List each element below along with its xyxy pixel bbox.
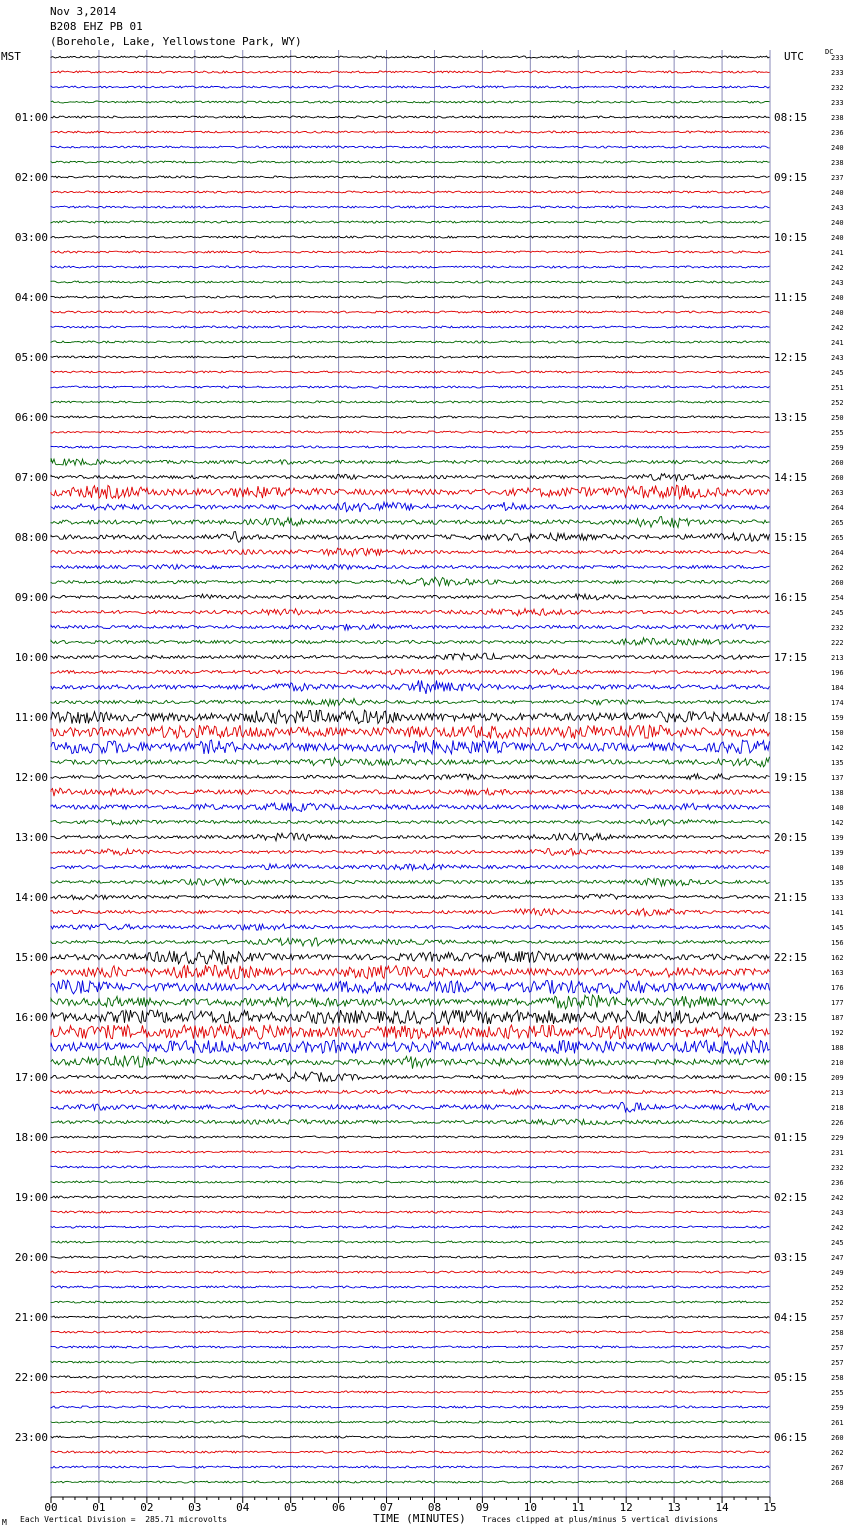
trace-row: [51, 401, 770, 403]
dc-offset-value: 133: [831, 894, 844, 902]
x-tick-label: 00: [44, 1501, 58, 1514]
corner-mark: M: [2, 1518, 7, 1527]
trace-row: [51, 1466, 770, 1468]
hour-label-left: 09:00: [14, 591, 48, 604]
trace-row: [51, 965, 770, 979]
trace-row: [51, 1241, 770, 1243]
dc-offset-value: 135: [831, 879, 844, 887]
right-timezone-label: UTC: [784, 50, 804, 63]
x-tick-label: 08: [427, 1501, 442, 1514]
dc-offset-value: 240: [831, 189, 844, 197]
x-tick-label: 13: [667, 1501, 681, 1514]
dc-offset-value: 255: [831, 1389, 844, 1397]
trace-row: [51, 1072, 770, 1082]
dc-offset-value: 241: [831, 339, 844, 347]
trace-row: [51, 1136, 770, 1138]
x-tick-label: 04: [236, 1501, 250, 1514]
hour-label-left: 10:00: [14, 651, 48, 664]
trace-row: [51, 803, 770, 812]
trace-row: [51, 548, 770, 556]
hour-label-right: 00:15: [774, 1071, 808, 1084]
trace-row: [51, 980, 770, 994]
dc-offset-value: 188: [831, 1044, 844, 1052]
dc-offset-value: 262: [831, 564, 844, 572]
hour-label-right: 19:15: [774, 771, 808, 784]
hour-label-left: 17:00: [14, 1071, 48, 1084]
dc-offset-value: 226: [831, 1119, 844, 1127]
dc-offset-value: 231: [831, 1149, 844, 1157]
trace-row: [51, 577, 770, 586]
hour-label-left: 21:00: [14, 1311, 48, 1324]
hour-label-left: 13:00: [14, 831, 48, 844]
dc-offset-value: 242: [831, 1194, 844, 1202]
trace-row: [51, 1301, 770, 1303]
trace-row: [51, 86, 770, 88]
dc-offset-value: 145: [831, 924, 844, 932]
trace-row: [51, 146, 770, 148]
trace-row: [51, 1056, 770, 1069]
trace-row: [51, 281, 770, 283]
x-tick-label: 07: [379, 1501, 394, 1514]
trace-row: [51, 56, 770, 58]
hour-label-right: 18:15: [774, 711, 808, 724]
dc-offset-value: 192: [831, 1029, 844, 1037]
trace-row: [51, 371, 770, 373]
dc-offset-value: 255: [831, 429, 844, 437]
dc-offset-value: 242: [831, 324, 844, 332]
trace-row: [51, 995, 770, 1009]
hour-label-left: 03:00: [14, 231, 48, 244]
trace-row: [51, 221, 770, 223]
dc-offset-value: 245: [831, 609, 844, 617]
hour-label-right: 08:15: [774, 111, 808, 124]
dc-offset-value: 247: [831, 1254, 844, 1262]
dc-offset-value: 238: [831, 114, 844, 122]
trace-row: [51, 296, 770, 298]
dc-offset-value: 252: [831, 1299, 844, 1307]
dc-offset-value: 260: [831, 1434, 844, 1442]
dc-offset-value: 265: [831, 534, 844, 542]
hour-label-right: 10:15: [774, 231, 808, 244]
hour-label-left: 06:00: [14, 411, 48, 424]
dc-offset-value: 213: [831, 654, 844, 662]
dc-offset-labels: [831, 54, 844, 1487]
trace-row: [51, 161, 770, 163]
trace-row: [51, 1040, 770, 1054]
dc-offset-value: 258: [831, 1329, 844, 1337]
dc-offset-value: 142: [831, 819, 844, 827]
trace-row: [51, 669, 770, 675]
trace-row: [51, 101, 770, 103]
dc-offset-value: 263: [831, 489, 844, 497]
hour-label-left: 19:00: [14, 1191, 48, 1204]
hour-label-left: 15:00: [14, 951, 48, 964]
trace-row: [51, 788, 770, 796]
hour-label-left: 20:00: [14, 1251, 48, 1264]
dc-offset-value: 209: [831, 1074, 844, 1082]
trace-row: [51, 131, 770, 133]
dc-offset-value: 163: [831, 969, 844, 977]
dc-offset-value: 264: [831, 504, 844, 512]
dc-offset-value: 222: [831, 639, 844, 647]
dc-offset-value: 174: [831, 699, 844, 707]
dc-offset-value: 232: [831, 624, 844, 632]
station-code: B208 EHZ PB 01: [50, 20, 143, 33]
trace-row: [51, 1151, 770, 1153]
trace-row: [51, 502, 770, 512]
trace-row: [51, 191, 770, 193]
trace-row: [51, 341, 770, 343]
dc-offset-value: 238: [831, 159, 844, 167]
trace-row: [51, 1256, 770, 1258]
clip-note: Traces clipped at plus/minus 5 vertical divisions: [482, 1515, 719, 1524]
dc-offset-value: 243: [831, 1209, 844, 1217]
dc-offset-value: 232: [831, 1164, 844, 1172]
hour-label-left: 22:00: [14, 1371, 48, 1384]
dc-offset-value: 176: [831, 984, 844, 992]
trace-row: [51, 699, 770, 707]
dc-offset-value: 236: [831, 129, 844, 137]
dc-offset-value: 252: [831, 1284, 844, 1292]
x-tick-label: 01: [92, 1501, 106, 1514]
trace-row: [51, 1451, 770, 1453]
trace-row: [51, 116, 770, 118]
dc-offset-value: 138: [831, 789, 844, 797]
hour-label-right: 17:15: [774, 651, 808, 664]
trace-row: [51, 485, 770, 499]
trace-row: [51, 609, 770, 616]
dc-offset-value: 257: [831, 1344, 844, 1352]
dc-offset-value: 260: [831, 459, 844, 467]
dc-offset-value: 233: [831, 99, 844, 107]
trace-row: [51, 176, 770, 178]
dc-offset-value: 187: [831, 1014, 844, 1022]
dc-offset-value: 264: [831, 549, 844, 557]
dc-offset-value: 268: [831, 1479, 844, 1487]
trace-row: [51, 1421, 770, 1423]
trace-row: [51, 710, 770, 724]
dc-offset-value: 252: [831, 399, 844, 407]
hour-label-left: 12:00: [14, 771, 48, 784]
trace-row: [51, 517, 770, 528]
dc-offset-value: 241: [831, 249, 844, 257]
dc-offset-value: 233: [831, 54, 844, 62]
dc-offset-value: 260: [831, 474, 844, 482]
hour-label-right: 05:15: [774, 1371, 808, 1384]
dc-offset-value: 251: [831, 384, 844, 392]
trace-row: [51, 356, 770, 358]
trace-row: [51, 236, 770, 238]
trace-row: [51, 1436, 770, 1438]
hour-label-left: 16:00: [14, 1011, 48, 1024]
dc-offset-value: 177: [831, 999, 844, 1007]
hour-label-right: 22:15: [774, 951, 808, 964]
dc-offset-value: 240: [831, 144, 844, 152]
x-tick-label: 02: [140, 1501, 154, 1514]
trace-row: [51, 326, 770, 328]
trace-row: [51, 864, 770, 870]
trace-row: [51, 532, 770, 543]
dc-offset-value: 243: [831, 204, 844, 212]
trace-row: [51, 1196, 770, 1198]
trace-row: [51, 1361, 770, 1363]
trace-row: [51, 446, 770, 448]
hour-label-right: 14:15: [774, 471, 808, 484]
trace-row: [51, 1331, 770, 1333]
trace-row: [51, 1481, 770, 1483]
trace-row: [51, 266, 770, 268]
trace-row: [51, 1010, 770, 1024]
trace-row: [51, 894, 770, 900]
x-tick-label: 11: [571, 1501, 585, 1514]
hour-label-left: 14:00: [14, 891, 48, 904]
dc-offset-value: 242: [831, 1224, 844, 1232]
hour-label-left: 01:00: [14, 111, 48, 124]
dc-offset-value: 137: [831, 774, 844, 782]
dc-offset-value: 259: [831, 1404, 844, 1412]
dc-offset-value: 260: [831, 579, 844, 587]
scale-note: Each Vertical Division = 285.71 microvolts: [20, 1515, 228, 1524]
trace-row: [51, 206, 770, 208]
x-tick-label: 09: [475, 1501, 490, 1514]
dc-offset-value: 135: [831, 759, 844, 767]
dc-offset-value: 159: [831, 714, 844, 722]
dc-offset-value: 139: [831, 849, 844, 857]
x-tick-label: 15: [763, 1501, 777, 1514]
dc-offset-value: 140: [831, 864, 844, 872]
dc-offset-value: 240: [831, 294, 844, 302]
trace-row: [51, 1286, 770, 1288]
dc-offset-value: 210: [831, 1059, 844, 1067]
trace-row: [51, 908, 770, 916]
hour-label-left: 07:00: [14, 471, 48, 484]
hour-label-right: 23:15: [774, 1011, 808, 1024]
trace-row: [51, 1316, 770, 1318]
dc-offset-value: 233: [831, 69, 844, 77]
hour-label-right: 21:15: [774, 891, 808, 904]
hour-label-right: 02:15: [774, 1191, 808, 1204]
trace-row: [51, 638, 770, 645]
dc-offset-value: 257: [831, 1314, 844, 1322]
trace-row: [51, 311, 770, 313]
trace-row: [51, 680, 770, 694]
trace-row: [51, 458, 770, 465]
dc-offset-value: 265: [831, 519, 844, 527]
dc-offset-value: 254: [831, 594, 844, 602]
x-tick-label: 12: [619, 1501, 633, 1514]
hour-label-left: 02:00: [14, 171, 48, 184]
trace-row: [51, 1226, 770, 1228]
dc-offset-value: 139: [831, 834, 844, 842]
trace-row: [51, 757, 770, 767]
dc-offset-value: 267: [831, 1464, 844, 1472]
x-tick-label: 05: [284, 1501, 298, 1514]
dc-offset-value: 229: [831, 1134, 844, 1142]
hour-label-right: 03:15: [774, 1251, 808, 1264]
dc-offset-value: 243: [831, 279, 844, 287]
hour-label-left: 18:00: [14, 1131, 48, 1144]
dc-offset-value: 213: [831, 1089, 844, 1097]
dc-offset-value: 245: [831, 1239, 844, 1247]
trace-row: [51, 1376, 770, 1378]
x-tick-label: 03: [188, 1501, 202, 1514]
trace-row: [51, 1271, 770, 1273]
trace-row: [51, 833, 770, 841]
hour-label-right: 04:15: [774, 1311, 808, 1324]
trace-row: [51, 1181, 770, 1183]
hour-label-right: 12:15: [774, 351, 808, 364]
hour-label-right: 11:15: [774, 291, 808, 304]
dc-offset-value: 249: [831, 1269, 844, 1277]
trace-row: [51, 1346, 770, 1348]
left-timezone-label: MST: [1, 50, 21, 63]
hour-label-right: 15:15: [774, 531, 808, 544]
trace-row: [51, 1102, 770, 1112]
dc-offset-value: 250: [831, 414, 844, 422]
dc-offset-value: 261: [831, 1419, 844, 1427]
hour-label-left: 08:00: [14, 531, 48, 544]
dc-offset-value: 232: [831, 84, 844, 92]
trace-row: [51, 740, 770, 754]
hour-label-right: 13:15: [774, 411, 808, 424]
dc-offset-value: 242: [831, 264, 844, 272]
dc-offset-value: 243: [831, 354, 844, 362]
trace-row: [51, 1391, 770, 1393]
hour-label-right: 01:15: [774, 1131, 808, 1144]
dc-offset-value: 237: [831, 174, 844, 182]
dc-offset-value: 262: [831, 1449, 844, 1457]
hour-label-left: 05:00: [14, 351, 48, 364]
trace-row: [51, 950, 770, 964]
trace-row: [51, 1025, 770, 1039]
dc-offset-value: 196: [831, 669, 844, 677]
trace-row: [51, 924, 770, 930]
seismogram-traces: [51, 56, 770, 1483]
dc-offset-value: 240: [831, 234, 844, 242]
trace-row: [51, 386, 770, 388]
x-tick-label: 10: [523, 1501, 537, 1514]
dc-offset-value: 142: [831, 744, 844, 752]
trace-row: [51, 71, 770, 73]
dc-offset-value: 141: [831, 909, 844, 917]
dc-offset-value: 162: [831, 954, 844, 962]
trace-row: [51, 431, 770, 433]
trace-row: [51, 416, 770, 418]
dc-offset-value: 259: [831, 444, 844, 452]
trace-row: [51, 1211, 770, 1213]
trace-row: [51, 594, 770, 600]
dc-offset-value: 245: [831, 369, 844, 377]
x-axis-title: TIME (MINUTES): [373, 1512, 466, 1525]
dc-offset-value: 240: [831, 309, 844, 317]
x-tick-label: 06: [331, 1501, 346, 1514]
trace-row: [51, 774, 770, 780]
station-date: Nov 3,2014: [50, 5, 117, 18]
trace-row: [51, 1166, 770, 1168]
dc-offset-value: 257: [831, 1359, 844, 1367]
trace-row: [51, 251, 770, 253]
dc-offset-value: 156: [831, 939, 844, 947]
dc-offset-value: 218: [831, 1104, 844, 1112]
dc-offset-value: 150: [831, 729, 844, 737]
station-location: (Borehole, Lake, Yellowstone Park, WY): [50, 35, 302, 48]
trace-row: [51, 849, 770, 856]
trace-row: [51, 819, 770, 825]
hour-label-left: 04:00: [14, 291, 48, 304]
hour-label-right: 09:15: [774, 171, 808, 184]
x-tick-label: 14: [715, 1501, 729, 1514]
hour-label-right: 20:15: [774, 831, 808, 844]
trace-row: [51, 474, 770, 481]
trace-row: [51, 725, 770, 739]
trace-row: [51, 878, 770, 886]
trace-row: [51, 1119, 770, 1125]
hour-label-right: 06:15: [774, 1431, 808, 1444]
dc-offset-header: DC: [825, 48, 834, 56]
trace-row: [51, 624, 770, 630]
trace-row: [51, 938, 770, 946]
dc-offset-value: 258: [831, 1374, 844, 1382]
dc-offset-value: 236: [831, 1179, 844, 1187]
dc-offset-value: 184: [831, 684, 844, 692]
trace-row: [51, 564, 770, 569]
dc-offset-value: 240: [831, 219, 844, 227]
dc-offset-value: 140: [831, 804, 844, 812]
trace-row: [51, 1406, 770, 1408]
hour-label-left: 23:00: [14, 1431, 48, 1444]
hour-label-left: 11:00: [14, 711, 48, 724]
trace-row: [51, 653, 770, 660]
hour-label-right: 16:15: [774, 591, 808, 604]
trace-row: [51, 1090, 770, 1095]
